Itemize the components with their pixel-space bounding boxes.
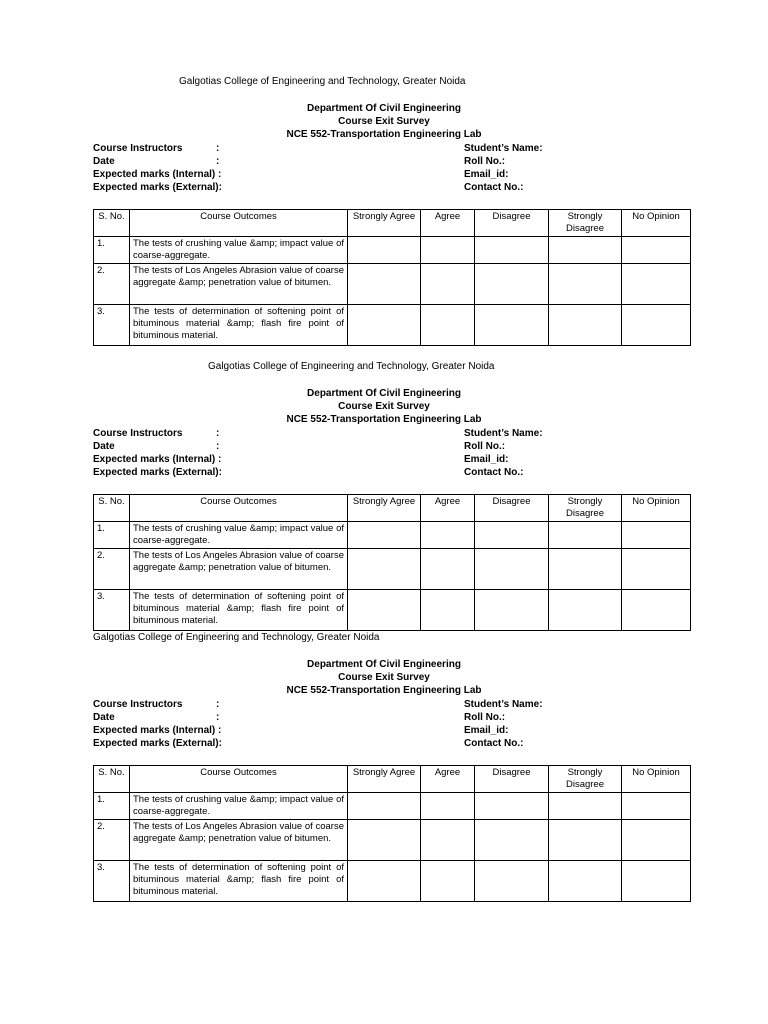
field-label: Expected marks (Internal) : <box>93 454 222 465</box>
header-strongly-disagree: Strongly Disagree <box>549 210 622 237</box>
field-label: Expected marks (External): <box>93 182 222 193</box>
survey-title: Course Exit Survey <box>338 116 430 127</box>
response-cell-strongly-disagree[interactable] <box>549 549 622 590</box>
header-sno: S. No. <box>94 495 130 522</box>
college-name: Galgotias College of Engineering and Technology, Greater Noida <box>179 76 466 87</box>
row-number: 3. <box>94 861 130 902</box>
student-field-label: Email_id: <box>464 454 509 465</box>
response-cell-strongly-disagree[interactable] <box>549 793 622 820</box>
student-field-label: Contact No.: <box>464 738 524 749</box>
course-title: NCE 552-Transportation Engineering Lab <box>286 129 482 140</box>
table-row <box>94 549 691 590</box>
student-field-label: Contact No.: <box>464 182 524 193</box>
table-row <box>94 590 691 631</box>
response-cell-agree[interactable] <box>421 305 475 346</box>
course-title: NCE 552-Transportation Engineering Lab <box>286 414 482 425</box>
response-cell-agree[interactable] <box>421 237 475 264</box>
department-title: Department Of Civil Engineering <box>307 659 461 670</box>
response-cell-disagree[interactable] <box>475 237 549 264</box>
header-sno: S. No. <box>94 766 130 793</box>
header-course-outcomes: Course Outcomes <box>130 766 348 793</box>
response-cell-no-opinion[interactable] <box>622 522 691 549</box>
response-cell-no-opinion[interactable] <box>622 305 691 346</box>
row-number: 3. <box>94 590 130 631</box>
response-cell-agree[interactable] <box>421 820 475 861</box>
header-agree: Agree <box>421 766 475 793</box>
response-cell-disagree[interactable] <box>475 861 549 902</box>
response-cell-no-opinion[interactable] <box>622 590 691 631</box>
response-cell-disagree[interactable] <box>475 305 549 346</box>
student-field-label: Roll No.: <box>464 441 506 452</box>
table-row <box>94 305 691 346</box>
header-no-opinion: No Opinion <box>622 766 691 793</box>
response-cell-no-opinion[interactable] <box>622 820 691 861</box>
field-label: Date <box>93 712 115 723</box>
response-cell-strongly-disagree[interactable] <box>549 305 622 346</box>
course-outcome-text: The tests of Los Angeles Abrasion value of coarse aggregate &amp; penetration value of bitumen. <box>130 820 348 861</box>
student-field-label: Student’s Name: <box>464 143 543 154</box>
table-row <box>94 820 691 861</box>
field-label: Date <box>93 441 115 452</box>
field-colon: : <box>216 441 220 452</box>
student-field-label: Student’s Name: <box>464 428 543 439</box>
field-colon: : <box>216 156 220 167</box>
course-outcome-text: The tests of Los Angeles Abrasion value of coarse aggregate &amp; penetration value of bitumen. <box>130 264 348 305</box>
header-agree: Agree <box>421 495 475 522</box>
field-label: Expected marks (Internal) : <box>93 725 222 736</box>
response-cell-strongly-agree[interactable] <box>348 590 421 631</box>
course-outcomes-table <box>93 765 691 902</box>
survey-title: Course Exit Survey <box>338 672 430 683</box>
response-cell-strongly-agree[interactable] <box>348 820 421 861</box>
field-label: Expected marks (External): <box>93 467 222 478</box>
response-cell-no-opinion[interactable] <box>622 793 691 820</box>
course-outcome-text: The tests of determination of softening point of bituminous material &amp; flash fire point of bituminous material. <box>130 590 348 631</box>
field-label: Date <box>93 156 115 167</box>
header-course-outcomes: Course Outcomes <box>130 495 348 522</box>
course-outcome-text: The tests of determination of softening point of bituminous material &amp; flash fire point of bituminous material. <box>130 861 348 902</box>
row-number: 3. <box>94 305 130 346</box>
response-cell-disagree[interactable] <box>475 590 549 631</box>
department-title: Department Of Civil Engineering <box>307 103 461 114</box>
field-label: Course Instructors <box>93 143 183 154</box>
header-disagree: Disagree <box>475 210 549 237</box>
course-outcome-text: The tests of crushing value &amp; impact value of coarse-aggregate. <box>130 793 348 820</box>
table-row <box>94 237 691 264</box>
response-cell-disagree[interactable] <box>475 522 549 549</box>
course-outcomes-table <box>93 209 691 346</box>
response-cell-strongly-disagree[interactable] <box>549 861 622 902</box>
field-label: Course Instructors <box>93 428 183 439</box>
course-title: NCE 552-Transportation Engineering Lab <box>286 685 482 696</box>
response-cell-strongly-disagree[interactable] <box>549 522 622 549</box>
table-row <box>94 793 691 820</box>
table-header-row <box>94 766 691 793</box>
row-number: 1. <box>94 237 130 264</box>
response-cell-strongly-disagree[interactable] <box>549 590 622 631</box>
response-cell-no-opinion[interactable] <box>622 549 691 590</box>
survey-title: Course Exit Survey <box>338 401 430 412</box>
course-outcome-text: The tests of Los Angeles Abrasion value of coarse aggregate &amp; penetration value of bitumen. <box>130 549 348 590</box>
response-cell-agree[interactable] <box>421 793 475 820</box>
response-cell-strongly-agree[interactable] <box>348 264 421 305</box>
response-cell-strongly-agree[interactable] <box>348 237 421 264</box>
response-cell-agree[interactable] <box>421 522 475 549</box>
student-field-label: Roll No.: <box>464 712 506 723</box>
field-colon: : <box>216 428 220 439</box>
header-disagree: Disagree <box>475 766 549 793</box>
response-cell-no-opinion[interactable] <box>622 861 691 902</box>
response-cell-no-opinion[interactable] <box>622 264 691 305</box>
table-row <box>94 522 691 549</box>
response-cell-disagree[interactable] <box>475 264 549 305</box>
response-cell-agree[interactable] <box>421 264 475 305</box>
table-row <box>94 861 691 902</box>
row-number: 1. <box>94 793 130 820</box>
response-cell-no-opinion[interactable] <box>622 237 691 264</box>
college-name: Galgotias College of Engineering and Technology, Greater Noida <box>208 361 495 372</box>
header-strongly-disagree: Strongly Disagree <box>549 766 622 793</box>
response-cell-strongly-disagree[interactable] <box>549 820 622 861</box>
college-name: Galgotias College of Engineering and Technology, Greater Noida <box>93 632 380 643</box>
table-row <box>94 264 691 305</box>
row-number: 2. <box>94 264 130 305</box>
response-cell-strongly-agree[interactable] <box>348 793 421 820</box>
header-strongly-agree: Strongly Agree <box>348 495 421 522</box>
course-outcome-text: The tests of crushing value &amp; impact value of coarse-aggregate. <box>130 237 348 264</box>
response-cell-strongly-agree[interactable] <box>348 522 421 549</box>
header-disagree: Disagree <box>475 495 549 522</box>
row-number: 1. <box>94 522 130 549</box>
student-field-label: Student’s Name: <box>464 699 543 710</box>
response-cell-agree[interactable] <box>421 590 475 631</box>
response-cell-strongly-disagree[interactable] <box>549 264 622 305</box>
course-outcome-text: The tests of crushing value &amp; impact value of coarse-aggregate. <box>130 522 348 549</box>
student-field-label: Contact No.: <box>464 467 524 478</box>
header-no-opinion: No Opinion <box>622 210 691 237</box>
header-course-outcomes: Course Outcomes <box>130 210 348 237</box>
row-number: 2. <box>94 820 130 861</box>
field-colon: : <box>216 712 220 723</box>
header-agree: Agree <box>421 210 475 237</box>
course-outcome-text: The tests of determination of softening point of bituminous material &amp; flash fire point of bituminous material. <box>130 305 348 346</box>
header-strongly-disagree: Strongly Disagree <box>549 495 622 522</box>
table-header-row <box>94 210 691 237</box>
response-cell-strongly-agree[interactable] <box>348 861 421 902</box>
course-outcomes-table <box>93 494 691 631</box>
header-strongly-agree: Strongly Agree <box>348 210 421 237</box>
response-cell-strongly-disagree[interactable] <box>549 237 622 264</box>
response-cell-disagree[interactable] <box>475 549 549 590</box>
header-strongly-agree: Strongly Agree <box>348 766 421 793</box>
student-field-label: Roll No.: <box>464 156 506 167</box>
response-cell-disagree[interactable] <box>475 820 549 861</box>
field-label: Expected marks (Internal) : <box>93 169 222 180</box>
response-cell-strongly-agree[interactable] <box>348 549 421 590</box>
field-label: Course Instructors <box>93 699 183 710</box>
field-label: Expected marks (External): <box>93 738 222 749</box>
response-cell-disagree[interactable] <box>475 793 549 820</box>
department-title: Department Of Civil Engineering <box>307 388 461 399</box>
row-number: 2. <box>94 549 130 590</box>
student-field-label: Email_id: <box>464 169 509 180</box>
field-colon: : <box>216 699 220 710</box>
response-cell-agree[interactable] <box>421 549 475 590</box>
student-field-label: Email_id: <box>464 725 509 736</box>
field-colon: : <box>216 143 220 154</box>
response-cell-agree[interactable] <box>421 861 475 902</box>
header-no-opinion: No Opinion <box>622 495 691 522</box>
header-sno: S. No. <box>94 210 130 237</box>
table-header-row <box>94 495 691 522</box>
response-cell-strongly-agree[interactable] <box>348 305 421 346</box>
